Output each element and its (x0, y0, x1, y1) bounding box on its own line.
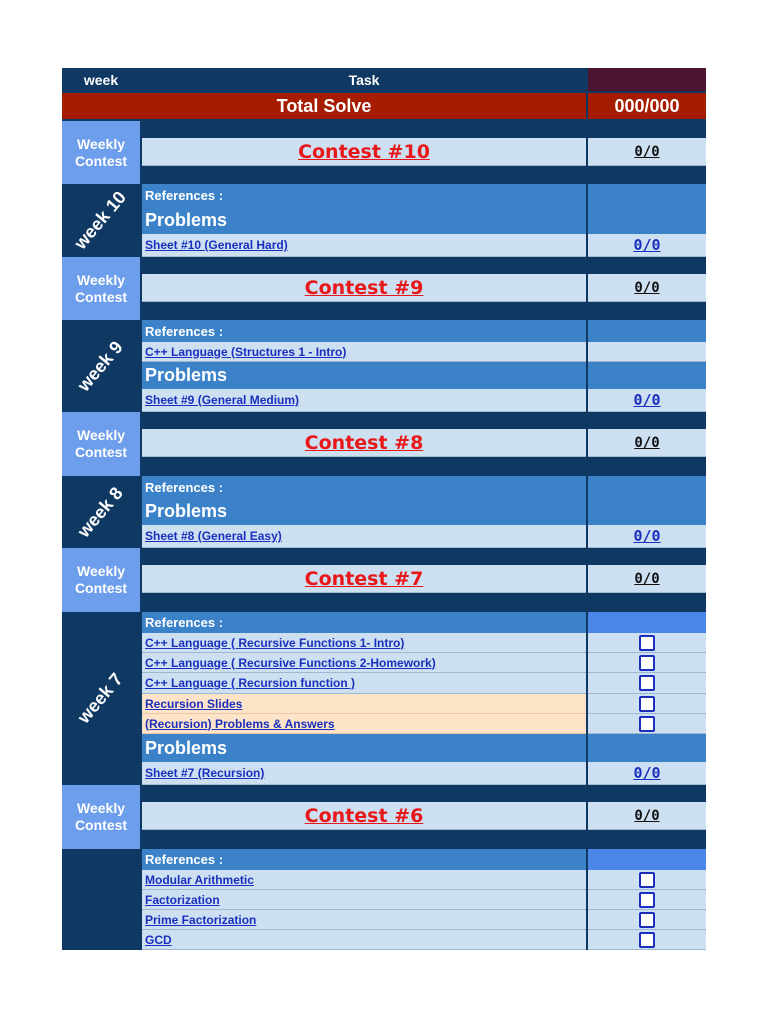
header-task (142, 68, 586, 91)
contest-row (142, 565, 706, 593)
schedule-sheet (62, 68, 706, 1010)
reference-row (142, 890, 706, 910)
reference-row (142, 694, 706, 714)
checkbox[interactable] (639, 635, 655, 651)
sheet-link[interactable]: Sheet #10 (General Hard) (145, 238, 288, 252)
sheet-row (142, 525, 706, 548)
sheet-link[interactable]: Sheet #8 (General Easy) (145, 529, 282, 543)
week-label: week 6 (62, 849, 140, 950)
reference-row (142, 714, 706, 734)
reference-link[interactable]: Prime Factorization (145, 912, 257, 927)
sheet-score[interactable]: 0/0 (633, 527, 661, 545)
reference-link[interactable]: Modular Arithmetic (145, 872, 254, 887)
reference-row (142, 910, 706, 930)
header-week-label: week (83, 71, 119, 88)
header-week (62, 68, 140, 91)
references-row: References : (142, 849, 706, 870)
total-solve-label: Total Solve (62, 93, 586, 119)
references-row: References : (142, 612, 706, 633)
checkbox[interactable] (639, 892, 655, 908)
contest-score: 0/0 (634, 279, 660, 296)
references-row: References : (142, 476, 706, 498)
contest-link[interactable]: Contest #9 (142, 274, 586, 302)
problems-row: Problems (142, 206, 706, 234)
checkbox[interactable] (639, 932, 655, 948)
problems-row: Problems (142, 734, 706, 762)
problems-row: Problems (142, 362, 706, 389)
checkbox[interactable] (639, 716, 655, 732)
reference-row (142, 673, 706, 694)
header-task-label: Task (348, 71, 380, 88)
reference-link[interactable]: (Recursion) Problems & Answers (145, 716, 335, 731)
weekly-contest-label: Weekly Contest (62, 257, 140, 320)
weekly-contest-label: Weekly Contest (62, 121, 140, 184)
reference-link[interactable]: C++ Language ( Recursion function ) (145, 676, 356, 690)
week-label: week 8 (62, 476, 140, 548)
weekly-contest-label: Weekly Contest (62, 785, 140, 849)
references-row: References : (142, 184, 706, 206)
sheet-link[interactable]: Sheet #9 (General Medium) (145, 393, 300, 407)
reference-link[interactable]: Factorization (145, 892, 220, 907)
contest-row (142, 274, 706, 302)
checkbox[interactable] (639, 655, 655, 671)
contest-score: 0/0 (634, 143, 660, 160)
sheet-row (142, 389, 706, 412)
sheet-score[interactable]: 0/0 (633, 236, 661, 254)
contest-link[interactable]: Contest #6 (142, 802, 586, 830)
contest-row (142, 429, 706, 457)
reference-row (142, 633, 706, 653)
contest-score: 0/0 (634, 570, 660, 587)
reference-link[interactable]: GCD (145, 932, 172, 947)
checkbox[interactable] (639, 675, 655, 691)
reference-link[interactable]: C++ Language (Structures 1 - Intro) (145, 344, 347, 359)
reference-link[interactable]: C++ Language ( Recursive Functions 2-Homework) (145, 655, 436, 670)
week-label: week 7 (62, 612, 140, 785)
total-solve-value: 000/000 (588, 93, 706, 119)
checkbox[interactable] (639, 912, 655, 928)
contest-link[interactable]: Contest #7 (142, 565, 586, 593)
reference-row (142, 870, 706, 890)
contest-score: 0/0 (634, 434, 660, 451)
contest-link[interactable]: Contest #8 (142, 429, 586, 457)
weekly-contest-label: Weekly Contest (62, 412, 140, 476)
contest-score: 0/0 (634, 807, 660, 824)
weekly-contest-label: Weekly Contest (62, 548, 140, 612)
reference-link[interactable]: C++ Language ( Recursive Functions 1- Intro) (145, 635, 405, 650)
problems-row: Problems (142, 498, 706, 525)
week-label: week 10 (62, 184, 140, 257)
checkbox[interactable] (639, 872, 655, 888)
contest-row (142, 802, 706, 830)
sheet-score[interactable]: 0/0 (633, 391, 661, 409)
reference-row (142, 930, 706, 950)
checkbox[interactable] (639, 696, 655, 712)
contest-row (142, 138, 706, 166)
sheet-row (142, 762, 706, 785)
reference-row (142, 653, 706, 673)
reference-link[interactable]: Recursion Slides (145, 696, 243, 711)
sheet-score[interactable]: 0/0 (633, 764, 661, 782)
sheet-link[interactable]: Sheet #7 (Recursion) (145, 766, 265, 780)
week-label: week 9 (62, 320, 140, 412)
sheet-row (142, 234, 706, 257)
contest-link[interactable]: Contest #10 (142, 138, 586, 166)
header-score (588, 68, 706, 91)
references-row: References : (142, 320, 706, 342)
reference-row (142, 342, 706, 362)
